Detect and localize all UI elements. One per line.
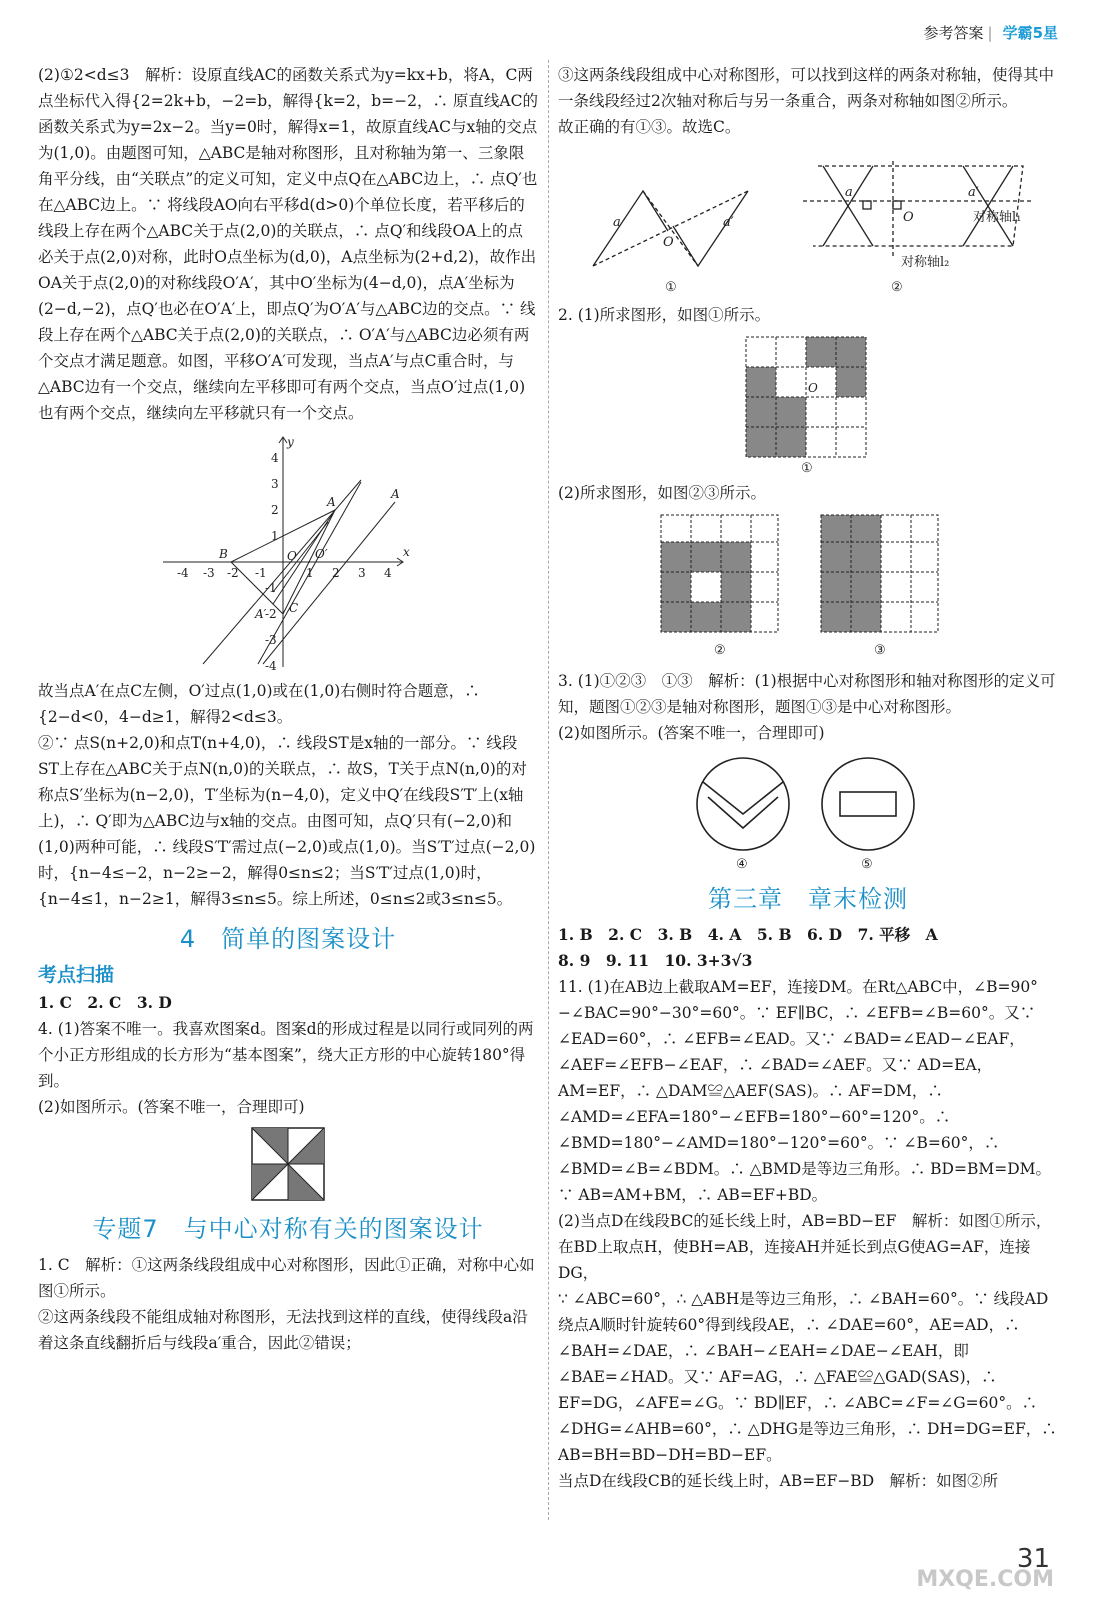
right-para-5: 3. (1)①②③ ①③ 解析：(1)根据中心对称图形和轴对称图形的定义可知，题图①②③是轴对称图形，题图①③是中心对称图形。 (558, 672, 1056, 716)
test-answer-11: 11. (1)在AB边上截取AM=EF，连接DM。在Rt△ABC中，∠B=90°−∠BAC=90°−30°=60°。∵ EF∥BC，∴ ∠EFB=∠B=60°。又∵ ∠EAD=60°，∴ ∠EFB=∠EAD。又∵ ∠BAD=∠EAD−∠EAF，∠AEF=∠EFB−∠EAF，∴ ∠BAD=∠AEF。又∵ AD=EA，AM=EF，∴ △DAM≌△AEF(SAS)。∴ AF=DM，∴ ∠AMD=∠EFA=180°−∠EFB=180°−60°=120°。∴ ∠BMD=180°−∠AMD=180°−120°=60°。∵ ∠B=60°，∴ ∠BMD=∠B=∠BDM。∴ △BMD是等边三角形。∴ BD=BM=DM。∵ AB=AM+BM，∴ AB=EF+BD。 (558, 978, 1052, 1204)
chapter-test-title: 第三章 章末检测 (708, 885, 908, 913)
x-tick: -3 (203, 566, 215, 580)
right-column (558, 62, 1058, 1494)
header-brand: 学霸5星 (1002, 24, 1058, 42)
grid-figure-1 (743, 334, 873, 474)
test-answer-11-part2-cont: ∵ ∠ABC=60°，∴ △ABH是等边三角形，∴ ∠BAH=60°。∵ 线段AD绕点A顺时针旋转60°得到线段AE，∴ ∠DAE=60°，AE=AD，∴ ∠BAH=∠DAE，∴ ∠BAH−∠EAH=∠DAE−∠EAH，即∠BAE=∠HAD。又∵ AF=AG，∴ △FAE≌△GAD(SAS)，∴ EF=DG，∠AFE=∠G。∵ BD∥EF，∴ ∠ABC=∠F=∠G=60°。∴ ∠DHG=∠AHB=60°，∴ △DHG是等边三角形，∴ DH=DG=EF，∴ AB=BH=BD−DH=BD−EF。 (558, 1290, 1057, 1464)
point-label-c: C (289, 601, 299, 615)
test-answers-1-7: 1. B 2. C 3. B 4. A 5. B 6. D 7. 平移 A (558, 925, 938, 944)
y-tick: -1 (265, 581, 277, 595)
label-a-2: a (845, 185, 853, 200)
right-para-2: 故正确的有①③。故选C。 (558, 118, 741, 136)
circle-caption-4: ④ (736, 857, 748, 872)
header-separator: | (987, 24, 993, 42)
grid-caption-3: ③ (874, 643, 886, 658)
point-label-o-prime: O′ (315, 547, 328, 561)
segment-figures (573, 146, 1043, 296)
label-a-prime-2: a′ (968, 185, 979, 200)
left-para-3: ②∵ 点S(n+2,0)和点T(n+4,0)，∴ 线段ST是x轴的一部分。∵ 线段ST上存在△ABC关于点N(n,0)的关联点，∴ 故S，T关于点N(n,0)的对称点S′坐标为(n−2,0)，T′坐标为(n−4,0)，定义中Q′在线段S′T′上(x轴上)，∴ Q′即为△ABC边与x轴的交点。由图可知，点Q′只有(−2,0)和(1,0)两种可能，∴ 线段S′T′需过点(−2,0)或点(1,0)。当S′T′过点(−2,0)时，{n−4≤−2，n−2≥−2，解得0≤n≤2；当S′T′过点(1,0)时，{n−4≤1，n−2≥1，解得3≤n≤5。综上所述，0≤n≤2或3≤n≤5。 (38, 734, 536, 908)
test-answer-11-part2: (2)当点D在线段BC的延长线上时，AB=BD−EF 解析：如图①所示，在BD上取点H，使BH=AB，连接AH并延长到点G使AG=AF，连接DG， (558, 1212, 1052, 1282)
answer-4-part2: (2)如图所示。(答案不唯一，合理即可) (38, 1098, 305, 1116)
section-title-4: 4 简单的图案设计 (179, 925, 397, 953)
grid-caption-1: ① (801, 461, 813, 474)
x-tick: 2 (332, 566, 340, 580)
x-tick: -4 (177, 566, 189, 580)
test-answers-8-10: 8. 9 9. 11 10. 3+3√3 (558, 951, 753, 970)
page-header (923, 22, 1058, 43)
left-para-1: (2)①2<d≤3 解析：设原直线AC的函数关系式为y=kx+b，将A，C两点坐标代入得{2=2k+b，−2=b，解得{k=2，b=−2，∴ 原直线AC的函数关系式为y=2x−2。当y=0时，解得x=1，故原直线AC与x轴的交点为(1,0)。由题图可知，△ABC是轴对称图形，且对称轴为第一、三象限角平分线，由“关联点”的定义可知，定义中点Q在△ABC边上，∴ 点Q′也在△ABC边上。∵ 将线段AO向右平移d(d>0)个单位长度，若平移后的线段上存在两个△ABC关于点(2,0)的关联点，∴ 点Q′和线段OA上的点必关于点(2,0)对称，此时O点坐标为(d,0)，A点坐标为(2+d,2)，故作出OA关于点(2,0)的对称线段O′A′，其中O′坐标为(4−d,0)，点A′坐标为(2−d,−2)，点Q′也必在O′A′上，即点Q′为O′A′与△ABC边的交点。∵ 线段上存在两个△ABC关于点(2,0)的关联点，∴ O′A′与△ABC边必须有两个交点才满足题意。如图，平移O′A′可发现，当点A′与点C重合时，与△ABC边有一个交点，继续向左平移即可有两个交点，当点O′过点(1,0)也有两个交点，继续向左平移就只有一个交点。 (38, 66, 538, 422)
left-column (38, 62, 538, 1356)
right-para-1: ③这两条线段组成中心对称图形，可以找到这样的两条对称轴，使得其中一条线段经过2次轴对称后与另一条重合，两条对称轴如图②所示。 (558, 66, 1055, 110)
point-label-o: O (287, 549, 297, 563)
x-tick: 3 (358, 566, 366, 580)
y-tick: 4 (271, 451, 279, 465)
header-title: 参考答案 (923, 24, 984, 42)
circle-caption-5: ⑤ (861, 857, 873, 872)
y-tick: 2 (271, 503, 279, 517)
topic-answer-2: ②这两条线段不能组成轴对称图形，无法找到这样的直线，使得线段a沿着这条直线翻折后与线段a′重合，因此②错误； (38, 1308, 528, 1352)
answer-4: 4. (1)答案不唯一。我喜欢图案d。图案d的形成过程是以同行或同列的两个小正方形组成的长方形为“基本图案”，绕大正方形的中心旋转180°得到。 (38, 1020, 534, 1090)
right-para-4: (2)所求图形，如图②③所示。 (558, 484, 766, 502)
x-tick: -2 (227, 566, 239, 580)
x-tick: -1 (255, 566, 267, 580)
topic-title-7: 专题7 与中心对称有关的图案设计 (92, 1215, 484, 1243)
axis-label-x: x (403, 545, 410, 559)
point-label-a-shifted: A (391, 487, 400, 501)
axis-l2-label: 对称轴l₂ (901, 255, 950, 270)
left-para-2: 故当点A′在点C左侧，O′过点(1,0)或在(1,0)右侧时符合题意，∴ {2−d<0，4−d≥1，解得2<d≤3。 (38, 682, 480, 726)
right-para-3: 2. (1)所求图形，如图①所示。 (558, 306, 771, 324)
label-o-2: O (903, 210, 914, 225)
pinwheel-figure (250, 1126, 326, 1202)
y-tick: -3 (265, 633, 277, 647)
page-number: 31 (1016, 1544, 1050, 1574)
caption-2: ② (891, 280, 903, 295)
point-label-b: B (219, 547, 228, 561)
y-tick: -2 (265, 607, 277, 621)
grid-figures-2-3 (658, 512, 958, 662)
coordinate-graph (163, 432, 413, 672)
point-label-a-prime: A′ (255, 607, 267, 621)
answers-1-3: 1. C 2. C 3. D (38, 993, 172, 1012)
y-tick: -4 (265, 659, 277, 672)
topic-answer-1: 1. C 解析：①这两条线段组成中心对称图形，因此①正确，对称中心如图①所示。 (38, 1256, 535, 1300)
label-a-prime: a′ (723, 215, 734, 230)
label-a: a (613, 215, 621, 230)
grid-caption-2: ② (714, 643, 726, 658)
column-divider (548, 60, 549, 1520)
watermark: MXQE.COM (916, 1567, 1054, 1592)
x-tick: 4 (384, 566, 392, 580)
right-para-6: (2)如图所示。(答案不唯一，合理即可) (558, 724, 825, 742)
circle-figures (688, 752, 928, 872)
y-tick: 3 (271, 477, 279, 491)
caption-1: ① (665, 280, 677, 295)
subsection-title: 考点扫描 (38, 964, 115, 986)
axis-l1-label: 对称轴l₁ (973, 210, 1022, 225)
axis-label-y: y (287, 435, 294, 449)
point-label-a: A (327, 495, 336, 509)
y-tick: 1 (271, 529, 279, 543)
x-tick: 1 (306, 566, 314, 580)
test-answer-11-part3: 当点D在线段CB的延长线上时，AB=EF−BD 解析：如图②所 (558, 1472, 999, 1490)
grid-center-label: O (808, 381, 818, 395)
label-o: O (663, 235, 674, 250)
